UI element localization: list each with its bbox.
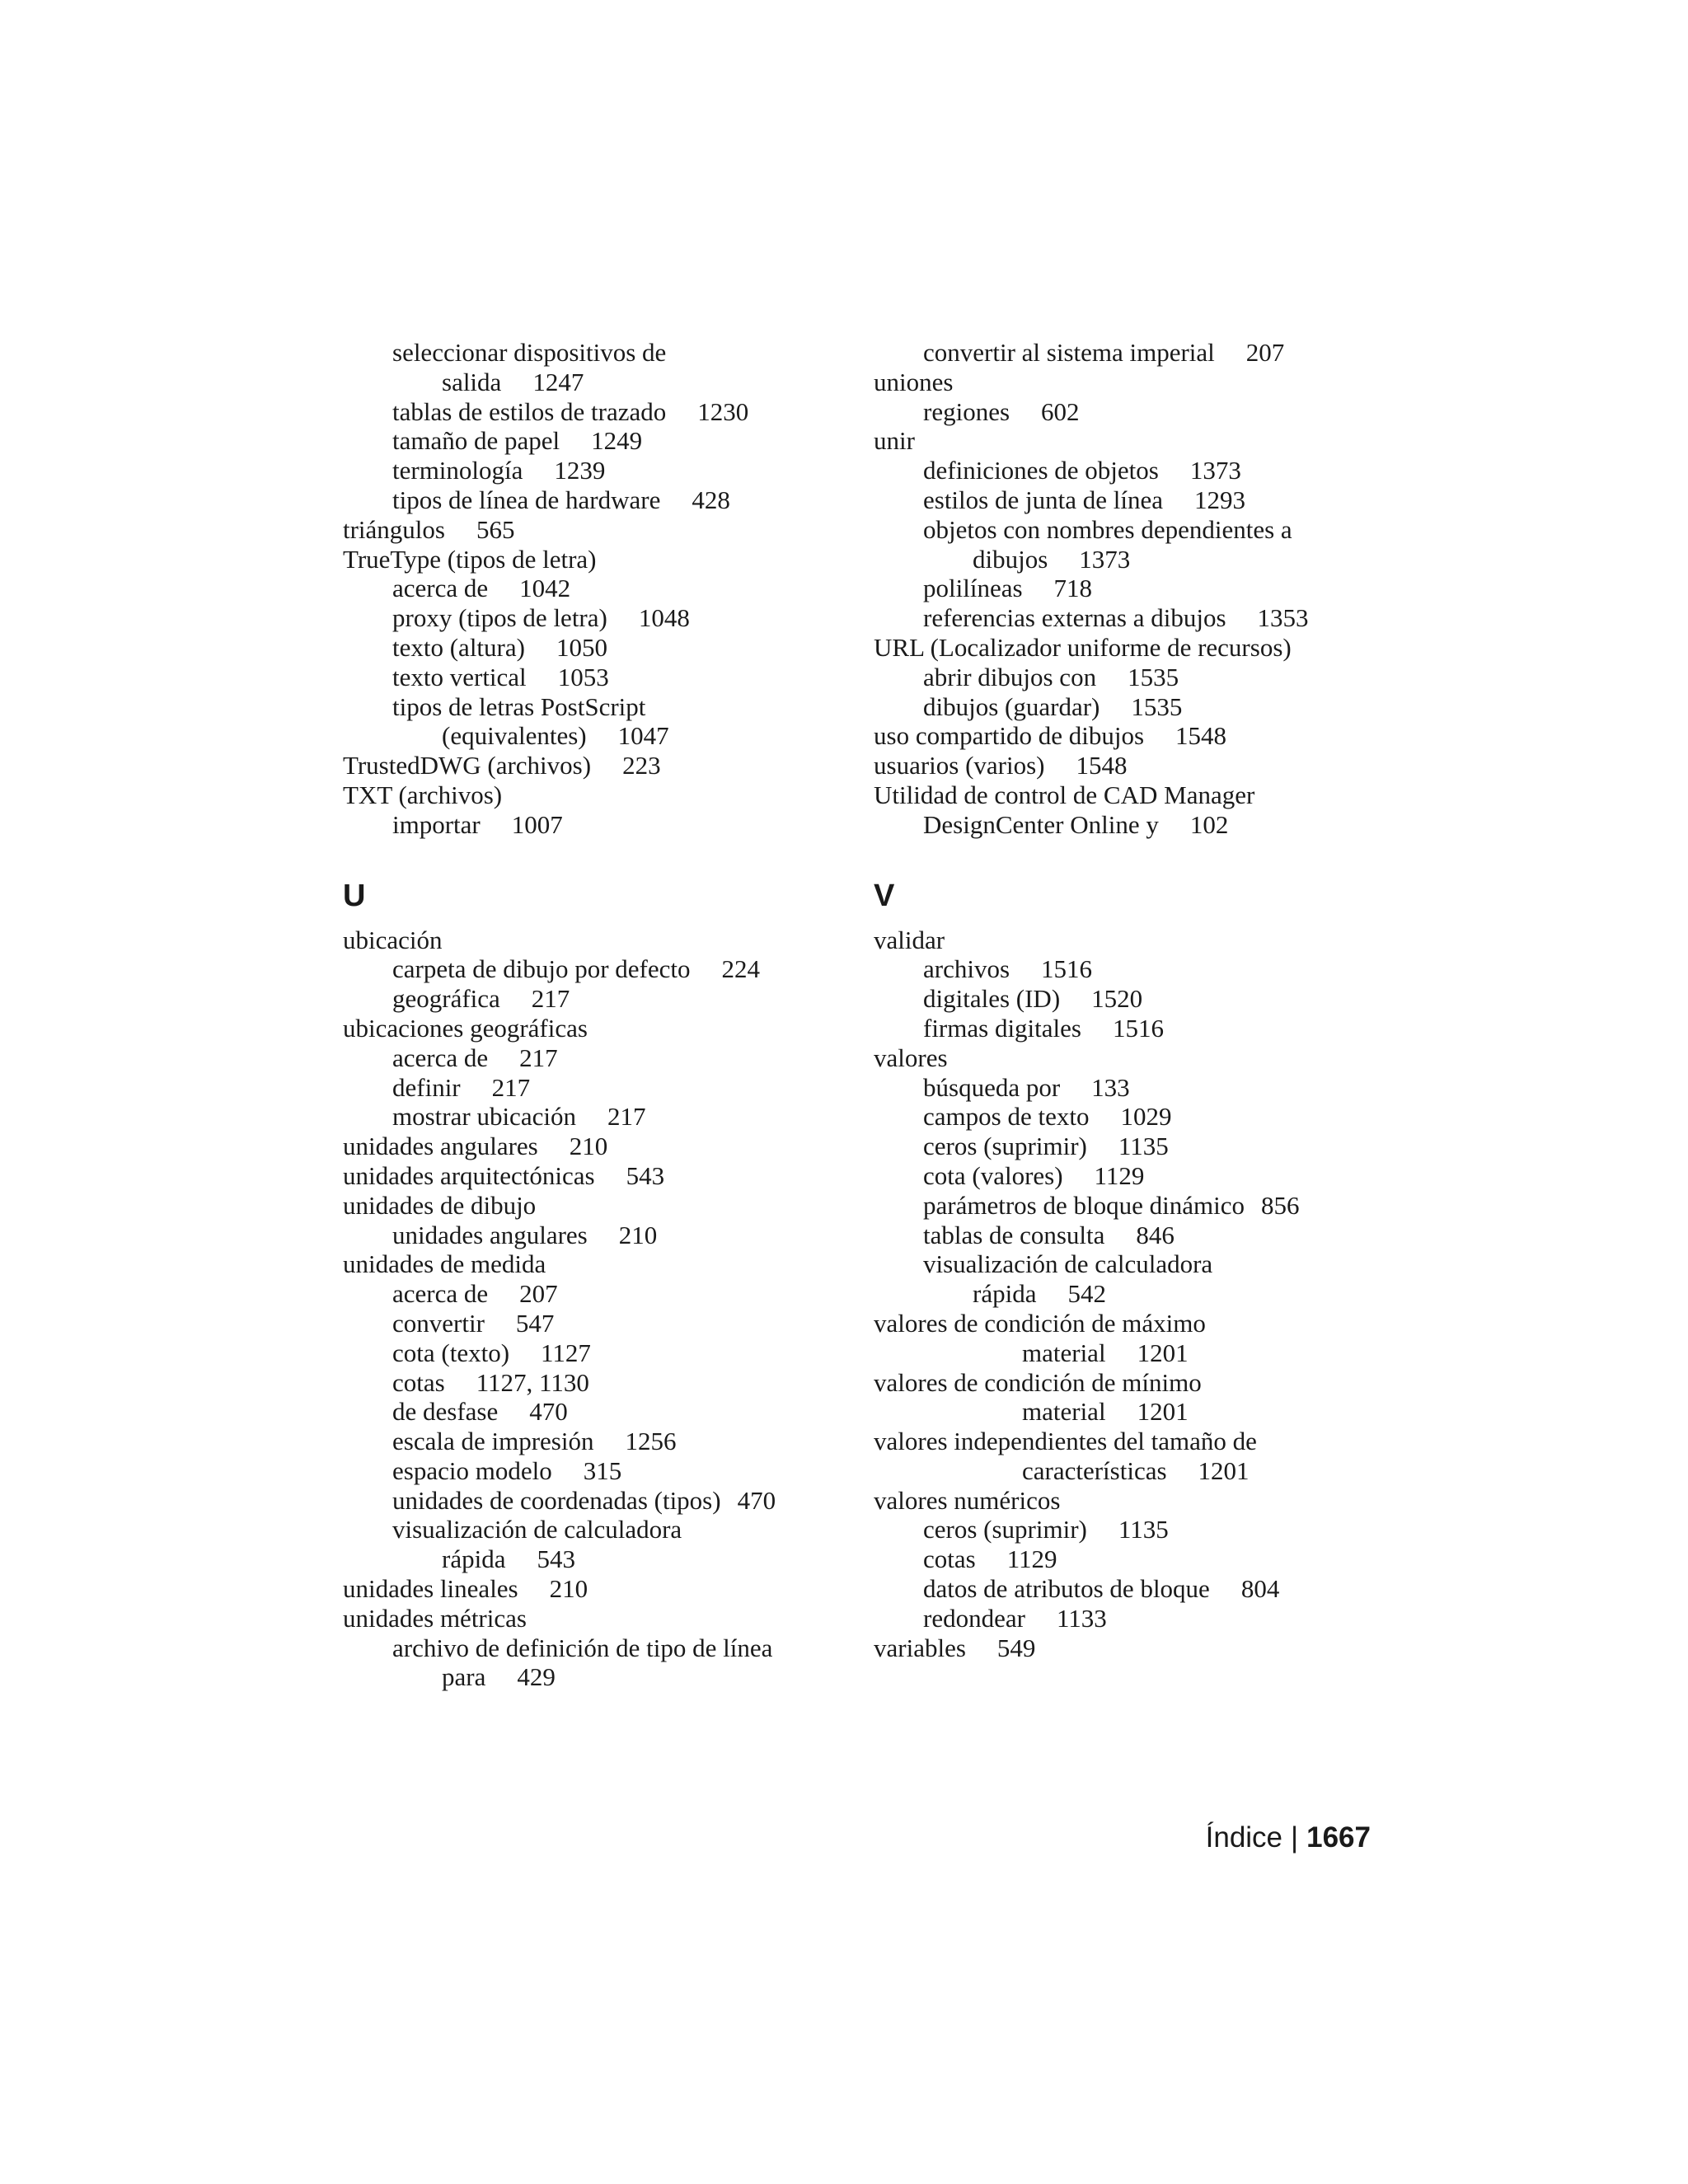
index-entry	[874, 1338, 1401, 1368]
index-entry	[343, 1161, 870, 1191]
entry-term: (equivalentes)	[442, 721, 587, 751]
index-entry	[343, 1486, 870, 1516]
index-entry	[343, 751, 870, 780]
index-entry	[874, 338, 1401, 368]
entry-term: estilos de junta de línea	[923, 485, 1163, 514]
index-entry	[343, 1221, 870, 1250]
entry-term: rápida	[442, 1544, 506, 1574]
index-entry	[874, 1604, 1401, 1633]
entry-page-ref: 1249	[591, 426, 643, 456]
index-entry	[874, 397, 1401, 427]
index-entry	[343, 1427, 870, 1456]
entry-term: tablas de estilos de trazado	[392, 396, 667, 426]
entry-term: ubicaciones geográficas	[343, 1013, 588, 1043]
entry-term: carpeta de dibujo por defecto	[392, 954, 691, 984]
index-entry	[874, 984, 1401, 1014]
index-entry	[874, 515, 1401, 545]
entry-term: cotas	[923, 1544, 976, 1574]
entry-term: parámetros de bloque dinámico	[923, 1190, 1245, 1220]
index-entry	[343, 1249, 870, 1279]
entry-term: seleccionar dispositivos de	[392, 338, 667, 367]
entry-page-ref: 1373	[1079, 544, 1131, 574]
entry-page-ref: 549	[996, 1633, 1036, 1662]
index-entry	[874, 1102, 1401, 1132]
entry-term: mostrar ubicación	[392, 1102, 576, 1132]
index-entry	[874, 663, 1401, 692]
entry-page-ref: 1256	[625, 1427, 677, 1456]
index-entry	[874, 810, 1401, 840]
index-entry	[343, 1544, 870, 1574]
entry-page-ref: 1201	[1137, 1338, 1189, 1367]
footer-label: Índice	[1205, 1821, 1283, 1854]
index-entry	[874, 1249, 1401, 1279]
entry-term: campos de texto	[923, 1102, 1090, 1132]
entry-page-ref: 217	[519, 1043, 558, 1072]
index-entry	[343, 1279, 870, 1309]
entry-page-ref: 1135	[1118, 1515, 1169, 1544]
page-footer	[1206, 1821, 1371, 1854]
entry-term: redondear	[923, 1603, 1025, 1633]
index-entry	[343, 1662, 870, 1692]
entry-page-ref: 856	[1260, 1190, 1300, 1220]
entry-page-ref: 1548	[1175, 721, 1227, 751]
entry-term: importar	[392, 809, 481, 839]
entry-term: unidades angulares	[392, 1220, 588, 1249]
entry-term: uso compartido de dibujos	[874, 721, 1145, 751]
index-entry	[874, 1221, 1401, 1250]
entry-term: convertir	[392, 1308, 485, 1338]
entry-page-ref: 565	[476, 514, 515, 544]
index-entry	[874, 1427, 1401, 1456]
entry-page-ref: 470	[529, 1397, 568, 1427]
index-entry	[343, 603, 870, 633]
entry-page-ref: 207	[519, 1279, 558, 1309]
entry-page-ref: 1293	[1193, 485, 1245, 514]
index-entry	[874, 1633, 1401, 1663]
entry-term: acerca de	[392, 1043, 489, 1072]
entry-page-ref: 543	[626, 1160, 665, 1190]
entry-page-ref: 315	[583, 1455, 622, 1485]
entry-page-ref: 1129	[1006, 1544, 1057, 1574]
entry-term: cotas	[392, 1367, 445, 1397]
entry-page-ref: 429	[517, 1662, 556, 1692]
entry-page-ref: 718	[1053, 574, 1093, 603]
index-entry	[343, 426, 870, 456]
entry-page-ref: 428	[692, 485, 730, 514]
entry-page-ref: 1050	[556, 632, 607, 662]
entry-page-ref: 1135	[1118, 1132, 1169, 1161]
entry-term: digitales (ID)	[923, 984, 1061, 1014]
entry-page-ref: 1548	[1076, 751, 1128, 780]
entry-term: tipos de línea de hardware	[392, 485, 661, 514]
index-entry	[343, 1604, 870, 1633]
section-gap	[874, 840, 1401, 868]
entry-page-ref: 1230	[697, 396, 749, 426]
entry-page-ref: 1516	[1112, 1013, 1164, 1043]
entry-term: referencias externas a dibujos	[923, 603, 1226, 633]
entry-term: TXT (archivos)	[343, 780, 503, 809]
entry-term: tamaño de papel	[392, 426, 560, 456]
index-entry	[874, 1309, 1401, 1338]
index-entry	[343, 1132, 870, 1161]
entry-term: visualización de calculadora	[923, 1249, 1213, 1279]
entry-page-ref: 224	[721, 954, 760, 984]
entries-right-v	[874, 926, 1401, 1663]
index-entry	[343, 692, 870, 722]
index-entry	[874, 1486, 1401, 1516]
entry-page-ref: 470	[737, 1485, 776, 1515]
index-entry	[343, 1368, 870, 1398]
entry-term: geográfica	[392, 984, 500, 1014]
entry-term: acerca de	[392, 574, 489, 603]
index-entry	[343, 1515, 870, 1544]
index-entry	[343, 1633, 870, 1663]
index-entry	[874, 1014, 1401, 1043]
entry-term: uniones	[874, 367, 954, 396]
index-entry	[874, 426, 1401, 456]
entry-term: valores de condición de máximo	[874, 1308, 1206, 1338]
index-entry	[874, 1397, 1401, 1427]
entry-page-ref: 804	[1240, 1574, 1280, 1604]
entry-page-ref: 846	[1136, 1220, 1175, 1249]
entry-term: unidades de dibujo	[343, 1190, 537, 1220]
index-entry	[874, 1574, 1401, 1604]
index-entry	[343, 1574, 870, 1604]
entry-page-ref: 1127, 1130	[476, 1367, 589, 1397]
index-entry	[343, 926, 870, 955]
entry-term: archivos	[923, 954, 1010, 984]
index-entry	[874, 780, 1401, 810]
entry-page-ref: 1520	[1091, 984, 1143, 1014]
index-entry	[343, 954, 870, 984]
index-entry	[343, 810, 870, 840]
entry-page-ref: 223	[622, 751, 661, 780]
entry-page-ref: 217	[607, 1102, 646, 1132]
index-entry	[343, 1397, 870, 1427]
entries-left-u	[343, 926, 870, 1693]
index-entry	[343, 338, 870, 368]
entry-page-ref: 1047	[617, 721, 669, 751]
entry-term: búsqueda por	[923, 1072, 1061, 1102]
entry-page-ref: 1129	[1094, 1160, 1145, 1190]
page-number: 1667	[1306, 1821, 1371, 1854]
index-entry	[343, 1309, 870, 1338]
entry-term: visualización de calculadora	[392, 1515, 682, 1544]
entry-term: usuarios (varios)	[874, 751, 1045, 780]
entry-term: características	[1022, 1455, 1167, 1485]
entry-page-ref: 210	[618, 1220, 658, 1249]
entry-term: Utilidad de control de CAD Manager	[874, 780, 1255, 809]
entry-term: TrustedDWG (archivos)	[343, 751, 592, 780]
entry-page-ref: 1353	[1257, 603, 1309, 633]
index-entry	[343, 1102, 870, 1132]
entry-term: TrueType (tipos de letra)	[343, 544, 597, 574]
entry-term: convertir al sistema imperial	[923, 338, 1215, 367]
index-entry	[343, 1338, 870, 1368]
entry-term: objetos con nombres dependientes a	[923, 514, 1292, 544]
index-entry	[874, 603, 1401, 633]
index-entry	[343, 663, 870, 692]
index-entry	[343, 368, 870, 397]
entry-page-ref: 1007	[511, 809, 563, 839]
entry-term: definiciones de objetos	[923, 456, 1159, 485]
entries-left-top	[343, 338, 870, 840]
entry-term: unidades angulares	[343, 1132, 538, 1161]
entry-page-ref: 1201	[1198, 1455, 1250, 1485]
entry-page-ref: 1201	[1137, 1397, 1189, 1427]
index-entry	[343, 1014, 870, 1043]
entry-term: unidades lineales	[343, 1574, 518, 1604]
entry-page-ref: 1042	[519, 574, 571, 603]
index-entry	[874, 1544, 1401, 1574]
index-entry	[874, 485, 1401, 515]
entry-term: texto (altura)	[392, 632, 525, 662]
entry-term: valores de condición de mínimo	[874, 1367, 1202, 1397]
entry-term: material	[1022, 1338, 1106, 1367]
entry-page-ref: 1048	[638, 603, 690, 633]
entry-term: URL (Localizador uniforme de recursos)	[874, 632, 1292, 662]
entry-page-ref: 1535	[1128, 662, 1179, 691]
index-column-right	[874, 338, 1401, 1662]
entry-page-ref: 547	[515, 1308, 555, 1338]
index-entry	[874, 954, 1401, 984]
index-entry	[343, 1456, 870, 1486]
index-entry	[874, 721, 1401, 751]
entry-term: material	[1022, 1397, 1106, 1427]
entry-page-ref: 133	[1091, 1072, 1130, 1102]
entry-term: tipos de letras PostScript	[392, 691, 646, 721]
entry-page-ref: 217	[531, 984, 570, 1014]
entry-term: cota (valores)	[923, 1160, 1063, 1190]
entry-term: de desfase	[392, 1397, 499, 1427]
entry-term: validar	[874, 925, 945, 954]
entry-term: polilíneas	[923, 574, 1023, 603]
index-entry	[343, 721, 870, 751]
entry-term: DesignCenter Online y	[923, 809, 1159, 839]
entry-term: triángulos	[343, 514, 445, 544]
index-entry	[343, 633, 870, 663]
entry-term: tablas de consulta	[923, 1220, 1105, 1249]
index-entry	[874, 1515, 1401, 1544]
entry-term: datos de atributos de bloque	[923, 1574, 1210, 1604]
entry-page-ref: 1247	[532, 367, 584, 396]
index-entry	[874, 692, 1401, 722]
entry-page-ref: 102	[1189, 809, 1229, 839]
entry-term: espacio modelo	[392, 1455, 552, 1485]
index-entry	[874, 1279, 1401, 1309]
entry-page-ref: 207	[1245, 338, 1285, 367]
section-gap	[343, 840, 870, 868]
entry-term: ubicación	[343, 925, 443, 954]
index-entry	[343, 545, 870, 574]
entry-page-ref: 1029	[1120, 1102, 1172, 1132]
entry-term: regiones	[923, 396, 1010, 426]
entry-term: cota (texto)	[392, 1338, 510, 1367]
entry-term: unidades de medida	[343, 1249, 546, 1279]
entry-page-ref: 1127	[541, 1338, 591, 1367]
index-entry	[343, 780, 870, 810]
index-entry	[874, 1161, 1401, 1191]
section-heading-v: V	[874, 878, 895, 913]
index-entry	[343, 1073, 870, 1103]
entry-page-ref: 542	[1067, 1279, 1106, 1309]
entry-term: salida	[442, 367, 502, 396]
index-entry	[874, 633, 1401, 663]
index-entry	[874, 368, 1401, 397]
entry-term: definir	[392, 1072, 461, 1102]
index-entry	[343, 456, 870, 485]
index-entry	[343, 574, 870, 603]
entry-term: dibujos	[973, 544, 1048, 574]
entry-term: unir	[874, 426, 915, 456]
entry-term: ceros (suprimir)	[923, 1515, 1087, 1544]
entry-term: variables	[874, 1633, 966, 1662]
entry-term: firmas digitales	[923, 1013, 1081, 1043]
entry-page-ref: 217	[491, 1072, 531, 1102]
index-entry	[343, 397, 870, 427]
entry-page-ref: 1535	[1131, 691, 1183, 721]
index-entry	[874, 1368, 1401, 1398]
entry-page-ref: 543	[537, 1544, 575, 1574]
entry-term: unidades arquitectónicas	[343, 1160, 595, 1190]
index-entry	[874, 574, 1401, 603]
entry-term: rápida	[973, 1279, 1037, 1309]
entry-page-ref: 1053	[557, 662, 609, 691]
index-entry	[343, 1191, 870, 1221]
index-entry	[874, 1456, 1401, 1486]
entry-page-ref: 210	[549, 1574, 588, 1604]
entry-term: archivo de definición de tipo de línea	[392, 1633, 773, 1662]
entry-page-ref: 1516	[1041, 954, 1093, 984]
section-heading-u: U	[343, 878, 366, 913]
entries-right-top	[874, 338, 1401, 840]
index-entry	[343, 984, 870, 1014]
entry-term: unidades de coordenadas (tipos)	[392, 1485, 721, 1515]
entry-term: dibujos (guardar)	[923, 691, 1100, 721]
entry-term: texto vertical	[392, 662, 527, 691]
index-entry	[874, 1191, 1401, 1221]
index-entry	[874, 1073, 1401, 1103]
entry-term: ceros (suprimir)	[923, 1132, 1087, 1161]
entry-term: valores numéricos	[874, 1485, 1061, 1515]
entry-term: escala de impresión	[392, 1427, 594, 1456]
entry-term: valores	[874, 1043, 948, 1072]
index-entry	[874, 545, 1401, 574]
entry-term: proxy (tipos de letra)	[392, 603, 607, 633]
index-entry	[874, 1132, 1401, 1161]
index-entry	[343, 515, 870, 545]
index-entry	[874, 1043, 1401, 1073]
entry-term: terminología	[392, 456, 523, 485]
index-entry	[343, 1043, 870, 1073]
entry-term: para	[442, 1662, 486, 1692]
index-entry	[874, 926, 1401, 955]
index-entry	[874, 456, 1401, 485]
entry-term: abrir dibujos con	[923, 662, 1097, 691]
entry-term: acerca de	[392, 1279, 489, 1309]
entry-page-ref: 1133	[1056, 1603, 1107, 1633]
entry-page-ref: 1239	[554, 456, 606, 485]
index-column-left	[343, 338, 870, 1692]
entry-page-ref: 1373	[1189, 456, 1241, 485]
entry-term: unidades métricas	[343, 1603, 527, 1633]
index-entry	[874, 751, 1401, 780]
index-entry	[343, 485, 870, 515]
entry-term: valores independientes del tamaño de	[874, 1427, 1257, 1456]
footer-separator: |	[1291, 1821, 1299, 1854]
entry-page-ref: 210	[569, 1132, 608, 1161]
entry-page-ref: 602	[1041, 396, 1080, 426]
